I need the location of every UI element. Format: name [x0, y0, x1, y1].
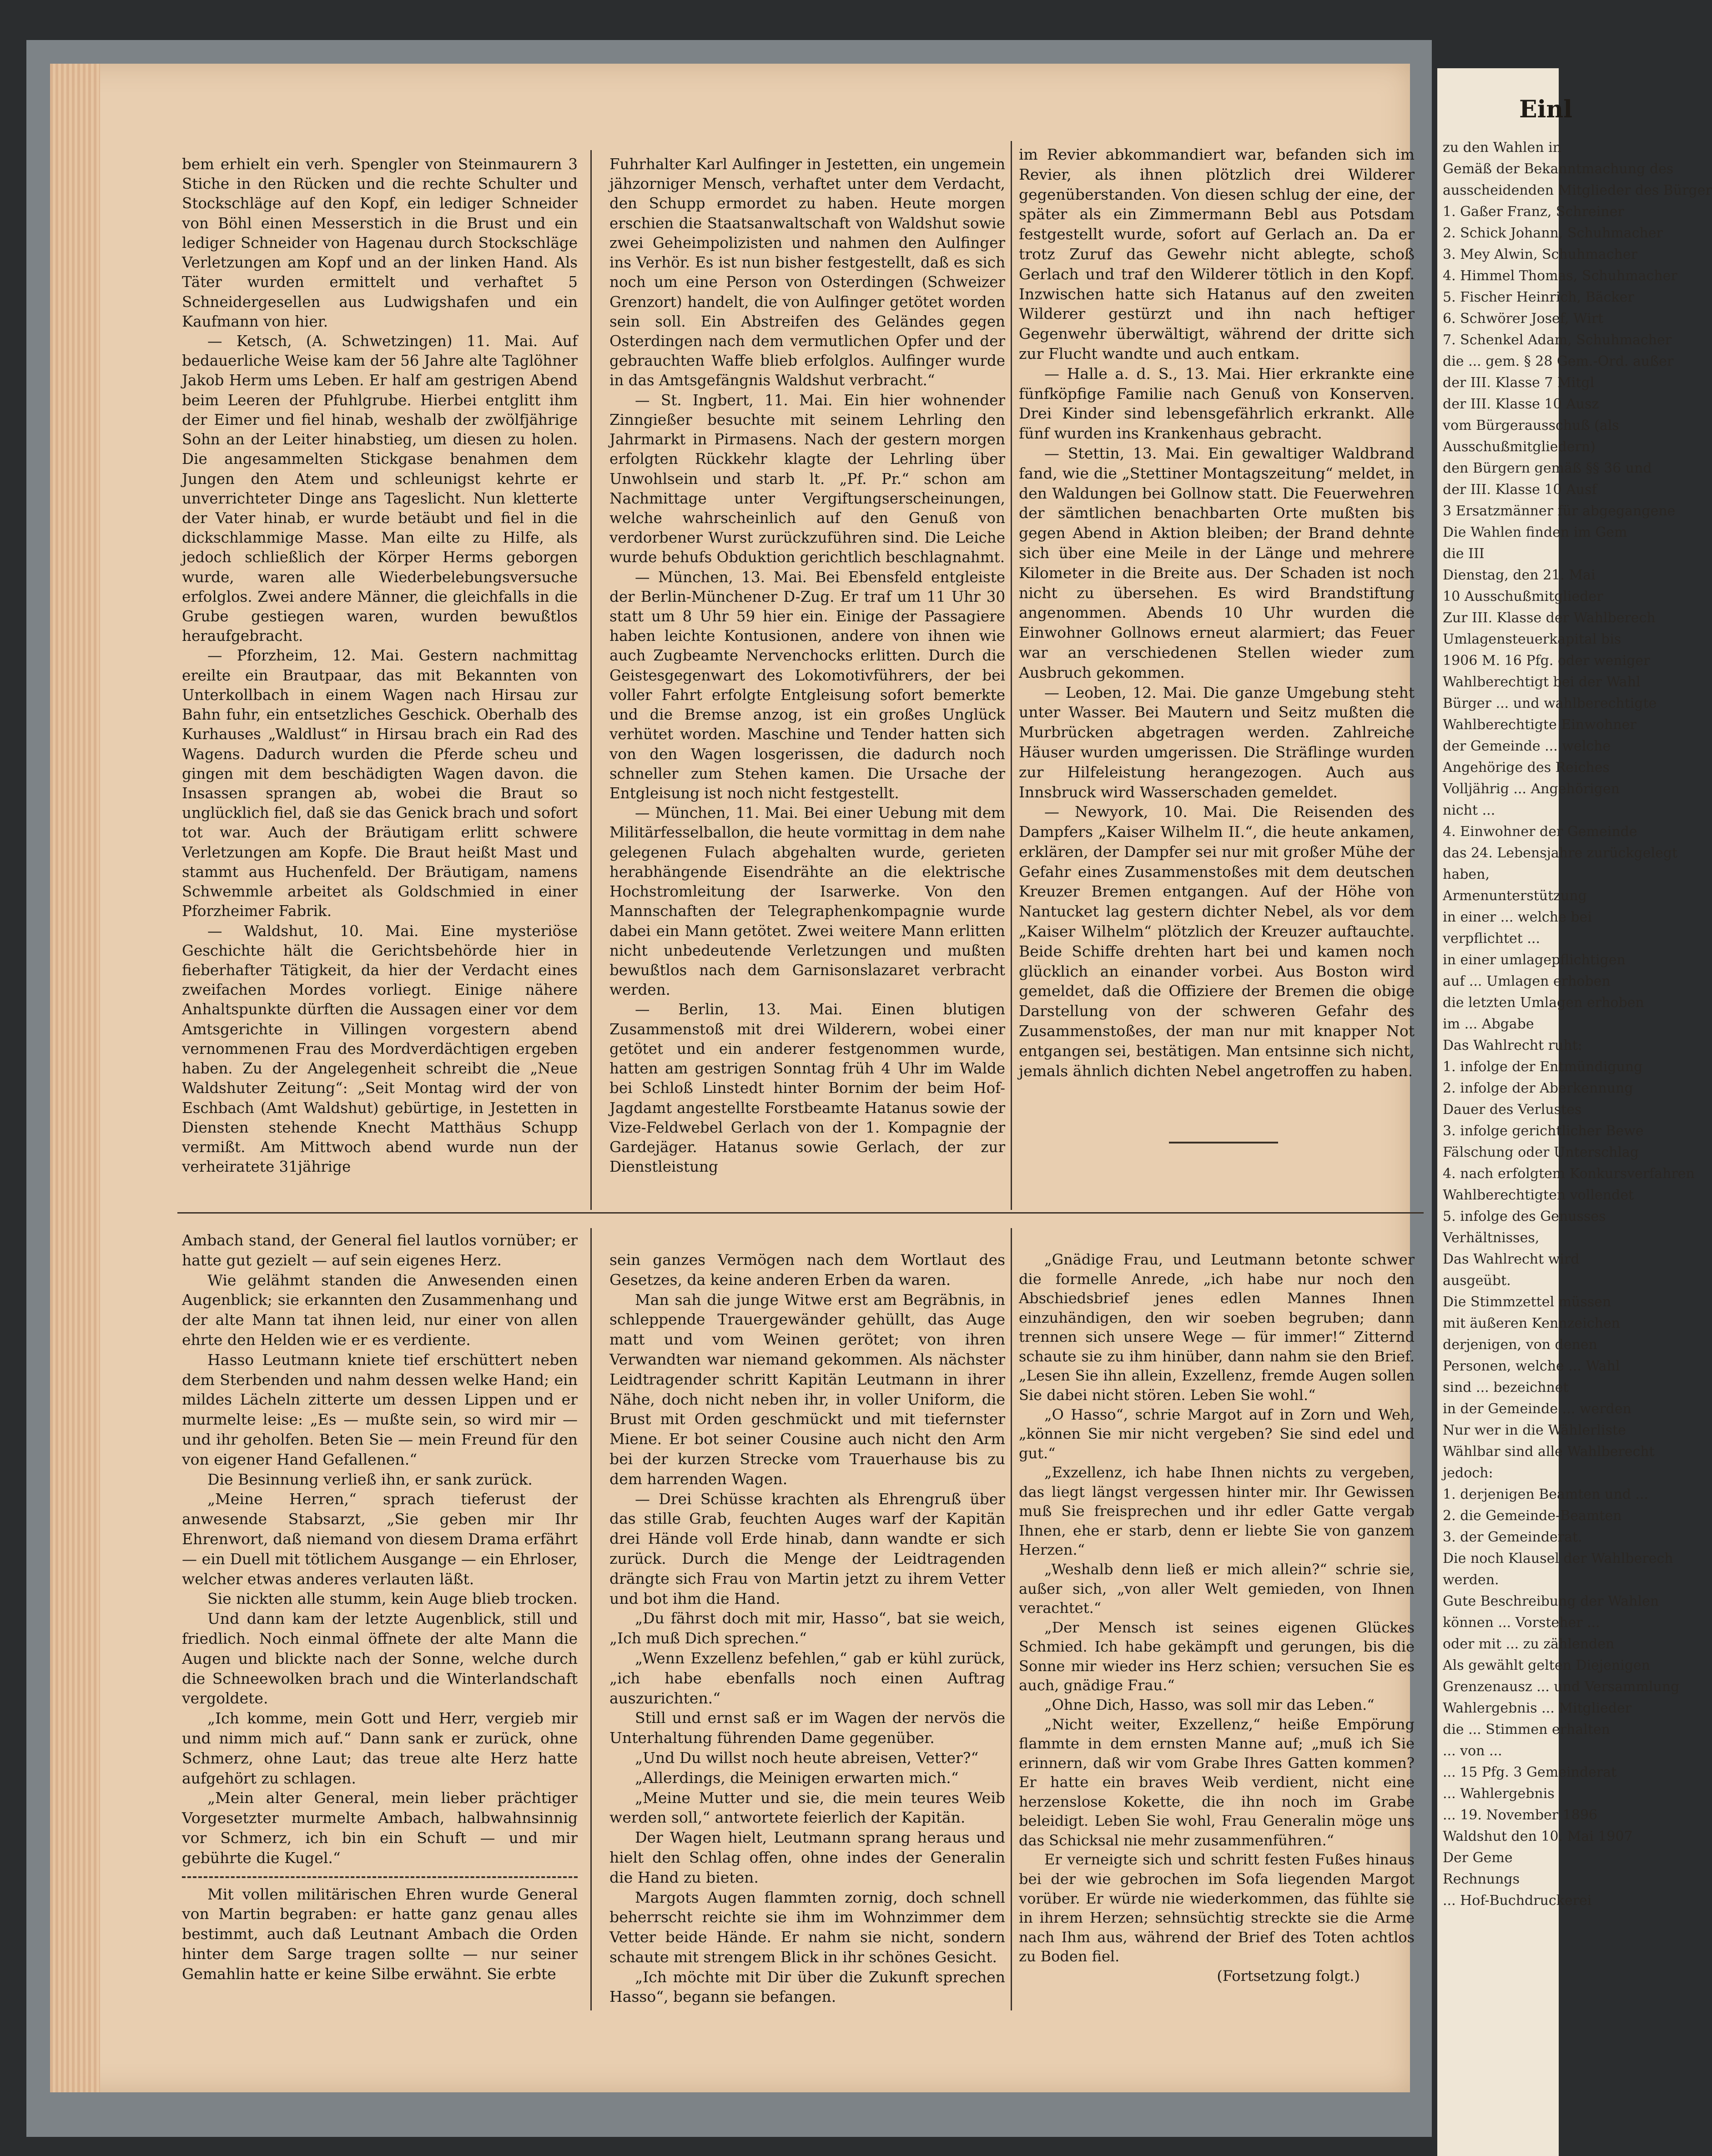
facing-page-line: 4. Himmel Thomas, Schuhmacher	[1443, 268, 1677, 284]
facing-page-line: 3. infolge gerichtlicher Bewe	[1443, 1123, 1644, 1139]
facing-page-line: nicht ...	[1443, 802, 1495, 818]
facing-page-line: Umlagensteuerkapital bis	[1443, 631, 1621, 647]
paragraph: Hasso Leutmann kniete tief erschüttert neben dem Sterbenden und nahm dessen welke Hand; ein mildes Lächeln zitterte um dessen Lippen und er murmelte leise: „Es — mußte sein, so wird mir — und ihr geholfen. Beten Sie — mein Freund für den von eigener Hand Gefallenen.“	[182, 1350, 578, 1468]
facing-page-line: Wahlberechtigten vollendet	[1443, 1187, 1634, 1203]
facing-page-line: 2. infolge der Aberkennung	[1443, 1080, 1633, 1096]
continuation-note: (Fortsetzung folgt.)	[1217, 1967, 1360, 1985]
column-divider	[1011, 1228, 1012, 2010]
facing-page-line: Waldshut den 10. Mai 1907	[1443, 1829, 1633, 1844]
paragraph: „Der Mensch ist seines eigenen Glückes Schmied. Ich habe gekämpft und gerungen, bis die Sonne mir wieder ins Herz schien; versuchen Sie es auch, gnädige Frau.“	[1019, 1618, 1415, 1694]
facing-page-line: ausgeübt.	[1443, 1273, 1511, 1289]
facing-page-line: können ... Vorsteher ...	[1443, 1615, 1600, 1631]
facing-page-line: Wählbar sind alle Wahlberecht	[1443, 1444, 1655, 1460]
news-column-2	[609, 155, 1005, 1177]
paragraph: „Ich komme, mein Gott und Herr, vergieb mir und nimm mich auf.“ Dann sank er zurück, ohne Schmerz, ohne Laut; das treue alte Herz hatte aufgehört zu schlagen.	[182, 1709, 578, 1787]
paragraph: Wie gelähmt standen die Anwesenden einen Augenblick; sie erkannten den Zusammenhang und der alte Mann tat ihnen leid, nur einer von allen ehrte den Helden wie er es verdiente.	[182, 1271, 578, 1349]
page-edge-stack	[50, 64, 100, 2092]
facing-page-line: ... Hof-Buchdruckerei	[1443, 1893, 1592, 1909]
paragraph: bem erhielt ein verh. Spengler von Steinmaurern 3 Stiche in den Rücken und die rechte Schulter und Stockschläge auf den Kopf, ein lediger Schneider von Böhl einen Messerstich in die Brust und ein lediger Schneider von Hagenau durch Stockschläge Verletzungen am Kopf und an der linken Hand. Als Täter wurden ermittelt und verhaftet 5 Schneidergesellen aus Ludwigshafen und ein Kaufmann von hier.	[182, 156, 578, 330]
facing-page-line: die III	[1443, 546, 1485, 562]
facing-page-line: Fälschung oder Unterschlag	[1443, 1144, 1639, 1160]
facing-page-line: Dauer des Verlustes	[1443, 1102, 1582, 1118]
facing-page-line: Bürger ... und wahlberechtigte	[1443, 695, 1657, 711]
paragraph: „Du fährst doch mit mir, Hasso“, bat sie weich, „Ich muß Dich sprechen.“	[609, 1609, 1005, 1647]
facing-page-line: den Bürgern gemäß §§ 36 und	[1443, 460, 1652, 476]
facing-page-line: ausscheidenden Mitglieder des Bürger	[1443, 182, 1712, 198]
facing-page-line: 6. Schwörer Josef, Wirt	[1443, 311, 1604, 327]
paragraph: „Und Du willst noch heute abreisen, Vetter?“	[635, 1748, 979, 1767]
paragraph: „Allerdings, die Meinigen erwarten mich.“	[635, 1768, 959, 1787]
facing-page-line: 3. Mey Alwin, Schuhmacher	[1443, 247, 1637, 262]
facing-page-line: in einer umlagepflichtigen	[1443, 952, 1626, 968]
facing-page-line: Gemäß der Bekanntmachung des	[1443, 161, 1674, 177]
paragraph: — Stettin, 13. Mai. Ein gewaltiger Waldbrand fand, wie die „Stettiner Montagszeitung“ meldet, in den Waldungen bei Gollnow statt. Die Feuerwehren der sämtlichen benachbarten Orte mußten bis gegen Abend in Aktion bleiben; der Brand dehnte sich über eine Meile in der Länge und mehrere Kilometer in die Breite aus. Der Schaden ist noch nicht zu übersehen. Es wird Brandstiftung angenommen. Abends 10 Uhr wurden die Einwohner Gollnows erneut alarmiert; das Feuer war an verschiedenen Stellen wieder zum Ausbruch gekommen.	[1019, 444, 1415, 681]
facing-page-line: der III. Klasse 7 Mitgl	[1443, 375, 1595, 391]
paragraph: „Ich möchte mit Dir über die Zukunft sprechen Hasso“, begann sie befangen.	[609, 1968, 1005, 2006]
column-divider	[1011, 141, 1012, 1210]
facing-page-line: 4. nach erfolgtem Konkursverfahren	[1443, 1166, 1695, 1182]
facing-page-line: 1. infolge der Entmündigung	[1443, 1059, 1643, 1075]
facing-page-line: Die Stimmzettel müssen	[1443, 1294, 1611, 1310]
news-column-1	[182, 155, 578, 1177]
facing-page-line: Das Wahlrecht wird	[1443, 1251, 1580, 1267]
paragraph: „Mein alter General, mein lieber prächtiger Vorgesetzter murmelte Ambach, halbwahnsinnig vor Schmerz, ich bin ein Schuft — und mir gebührte die Kugel.“	[182, 1789, 578, 1867]
facing-page-line: das 24. Lebensjahre zurückgelegt	[1443, 845, 1678, 861]
paragraph: Sie nickten alle stumm, kein Auge blieb trocken.	[207, 1590, 578, 1608]
section-end-rule	[1169, 1142, 1278, 1143]
paragraph: — Ketsch, (A. Schwetzingen) 11. Mai. Auf bedauerliche Weise kam der 56 Jahre alte Taglöhner Jakob Herm ums Leben. Er half am gestrigen Abend beim Leeren der Pfuhlgrube. Hierbei entglitt ihm der Eimer und fiel hinab, weshalb der zwölfjährige Sohn an der Leiter hinabstieg, um diesen zu holen. Die angesammelten Stickgase benahmen dem Jungen den Atem und schleunigst kehrte er unverrichteter Dinge ans Tageslicht. Nun kletterte der Vater hinab, er wurde betäubt und fiel in die dickschlammige Masse. Man eilte zu Hilfe, als jedoch schließlich der Körper Herms geborgen wurde, waren alle Wiederbelebungsversuche erfolglos. Zwei andere Männer, die gleichfalls in die Grube gestiegen waren, wurden bewußtlos heraufgebracht.	[182, 332, 578, 645]
scene-break-rule	[182, 1876, 578, 1878]
facing-page-line: 7. Schenkel Adam, Schuhmacher	[1443, 332, 1672, 348]
facing-page-line: ... 15 Pfg. 3 Gemeinderat	[1443, 1764, 1617, 1780]
facing-page-line: vom Bürgerausschuß (als	[1443, 418, 1619, 433]
facing-page-line: Rechnungs	[1443, 1871, 1520, 1887]
facing-page-line: Grenzenausz ... und Versammlung	[1443, 1679, 1680, 1695]
paragraph: „Weshalb denn ließ er mich allein?“ schrie sie, außer sich, „von aller Welt gemieden, von Ihnen verachtet.“	[1019, 1561, 1415, 1617]
facing-page-line: Das Wahlrecht ruht:	[1443, 1038, 1582, 1053]
facing-page-line: haben,	[1443, 866, 1490, 882]
facing-page-line: Die noch Klausel der Wahlberech	[1443, 1551, 1673, 1567]
facing-page-line: ... 19. November 1896	[1443, 1807, 1598, 1823]
facing-page-line: zu den Wahlen in	[1443, 140, 1562, 156]
paragraph: Ambach stand, der General fiel lautlos vornüber; er hatte gut gezielt — auf sein eigenes Herz.	[182, 1231, 578, 1269]
facing-page-line: Dienstag, den 21. Mai	[1443, 567, 1596, 583]
facing-page-line: mit äußeren Kennzeichen	[1443, 1315, 1620, 1331]
facing-page-line: jedoch:	[1443, 1465, 1493, 1481]
paragraph: Er verneigte sich und schritt festen Fußes hinaus bei der wie gebrochen im Sofa liegenden Margot vorüber. Er würde nie wiederkommen, das fühlte sie in ihrem Herzen; sehnsüchtig streckte sie die Arme nach Ihm aus, während der Brief des Toten achtlos zu Boden fiel.	[1019, 1851, 1415, 1965]
facing-page-line: sind ... bezeichnet	[1443, 1380, 1569, 1395]
facing-page-line: Der Geme	[1443, 1850, 1513, 1866]
facing-page-line: derjenigen, von denen	[1443, 1337, 1597, 1353]
paragraph: — München, 11. Mai. Bei einer Uebung mit dem Militärfesselballon, die heute vormittag in dem nahe gelegenen Fulach abgehalten wurde, gerieten herabhängende Eisendrähte an die elektrische Hochstromleitung der Isarwerke. Von den Mannschaften der Telegraphenkompagnie wurde dabei ein Mann getötet. Zwei weitere Mann erlitten nicht unbedeutende Verletzungen und mußten bewußtlos nach dem Garnisonslazaret verbracht werden.	[609, 804, 1005, 999]
paragraph: — Berlin, 13. Mai. Einen blutigen Zusammenstoß mit drei Wilderern, wobei einer getötet und ein anderer festgenommen wurde, hatten am gestrigen Sonntag früh 4 Uhr im Walde bei Schloß Linstedt hinter Bornim der beim Hof-Jagdamt angestellte Forstbeamte Hatanus sowie der Vize-Feldwebel Gerlach von der 1. Kompagnie der Gardejäger. Hatanus sowie Gerlach, der zur Dienstleistung	[609, 1001, 1005, 1176]
paragraph: Man sah die junge Witwe erst am Begräbnis, in schleppende Trauergewänder gehüllt, das Auge matt und vom Weinen gerötet; von ihren Verwandten war niemand gekommen. Als nächster Leidtragender schritt Kapitän Leutmann in ihrer Nähe, doch nicht neben ihr, in voller Uniform, die Brust mit Orden geschmückt und mit tiefernster Miene. Er bot seiner Cousine auch nicht den Arm bei der kurzen Strecke vom Trauerhause bis zu dem harrenden Wagen.	[609, 1290, 1005, 1488]
facing-page-line: 10 Ausschußmitglieder	[1443, 589, 1603, 604]
facing-page-line: Gute Beschreibung der Wahlen	[1443, 1593, 1659, 1609]
facing-page-line: ... Wahlergebnis	[1443, 1786, 1555, 1802]
facing-page-line: werden.	[1443, 1572, 1499, 1588]
paragraph: im Revier abkommandiert war, befanden sich im Revier, als ihnen plötzlich drei Wilderer gegenüberstanden. Von diesen schlug der eine, der später als ein Zimmermann Bebl aus Potsdam festgestellt wurde, sofort auf Gerlach an. Da er trotz Zuruf das Gewehr nicht ablegte, schoß Gerlach und traf den Wilderer tötlich in den Kopf. Inzwischen hatte sich Hatanus auf den zweiten Wilderer gestürzt und ihn nach heftiger Gegenwehr überwältigt, während der dritte sich zur Flucht wandte und auch entkam.	[1019, 146, 1415, 363]
paragraph: „Wenn Exzellenz befehlen,“ gab er kühl zurück, „ich habe ebenfalls noch einen Auftrag auszurichten.“	[609, 1649, 1005, 1707]
paragraph: — Waldshut, 10. Mai. Eine mysteriöse Geschichte hält die Gerichtsbehörde hier in fieberhafter Tätigkeit, da hier der Verdacht eines zweifachen Mordes vorliegt. Einige nähere Anhaltspunkte dürften die Aussagen einer vor dem Amtsgerichte in Villingen vorgestern abend vernommenen Frau des Mordverdächtigen ergeben haben. Zu der Angelegenheit schreibt die „Neue Waldshuter Zeitung“: „Seit Montag wird der von Eschbach (Amt Waldshut) gebürtige, in Jestetten in Diensten stehende Knecht Matthäus Schupp vermißt. Am Mittwoch abend wurde nun der verheiratete 31jährige	[182, 922, 578, 1176]
paragraph: Der Wagen hielt, Leutmann sprang heraus und hielt den Schlag offen, ohne indes der Generalin die Hand zu bieten.	[609, 1829, 1005, 1886]
facing-page-line: der III. Klasse 10 Ausf	[1443, 482, 1597, 498]
facing-page-line: der III. Klasse 10 Ausz	[1443, 396, 1599, 412]
facing-page-lines	[1437, 137, 1712, 1911]
column-divider	[590, 1228, 592, 2010]
facing-page-line: 1. Gaßer Franz, Schreiner	[1443, 204, 1624, 220]
facing-page-line: 3 Ersatzmänner für abgegangene	[1443, 503, 1676, 519]
facing-page-line: im ... Abgabe	[1443, 1016, 1534, 1032]
paragraph: Margots Augen flammten zornig, doch schnell beherrscht reichte sie ihm im Wohnzimmer dem Vetter beide Hände. Er nahm sie nicht, sondern schaute mit strengem Blick in ihr schönes Gesicht.	[609, 1888, 1005, 1966]
facing-page-line: Wahlberechtigt bei der Wahl	[1443, 674, 1641, 690]
paragraph: Die Besinnung verließ ihn, er sank zurück.	[207, 1470, 533, 1488]
paragraph: Und dann kam der letzte Augenblick, still und friedlich. Noch einmal öffnete der alte Mann die Augen und blickte nach der Sonne, welche durch die Schneewolken brach und die Winterlandschaft vergoldete.	[182, 1610, 578, 1708]
paragraph: „O Hasso“, schrie Margot auf in Zorn und Weh, „können Sie mir nicht vergeben? Sie sind edel und gut.“	[1019, 1405, 1415, 1462]
facing-page-line: Die Wahlen finden im Gem	[1443, 524, 1627, 540]
paragraph: „Gnädige Frau, und Leutmann betonte schwer die formelle Anrede, „ich habe nur noch den Abschiedsbrief jenes edlen Mannes Ihnen einzuhändigen, den wir soeben begruben; dann trennen sich unsere Wege — für immer!“ Zitternd schaute sie zu ihm hinüber, dann nahm sie den Brief. „Lesen Sie ihn allein, Exzellenz, fremde Augen sollen Sie dabei nicht stören. Leben Sie wohl.“	[1019, 1251, 1415, 1404]
paragraph: „Exzellenz, ich habe Ihnen nichts zu vergeben, das liegt längst vergessen hinter mir. Ihr Gewissen muß Sie freisprechen und ihr edler Gatte vergab Ihnen, ehe er starb, denn er liebte Sie von ganzem Herzen.“	[1019, 1464, 1415, 1559]
feuilleton-separator	[177, 1212, 1424, 1214]
facing-page-line: Armenunterstützung	[1443, 888, 1587, 904]
facing-page-line: 1. derjenigen Beamten und ...	[1443, 1486, 1649, 1502]
paragraph: Mit vollen militärischen Ehren wurde General von Martin begraben: er hatte ganz genau alles bestimmt, auch daß Leutnant Ambach die Orden hinter dem Sarge tragen sollte — nur seiner Gemahlin hatte er keine Silbe erwähnt. Sie erbte	[182, 1885, 578, 1983]
paragraph: — Pforzheim, 12. Mai. Gestern nachmittag ereilte ein Brautpaar, das mit Bekannten von Unterkollbach in einem Wagen nach Hirsau zur Bahn fuhr, ein entsetzliches Geschick. Oberhalb des Kurhauses „Waldlust“ in Hirsau brach ein Rad des Wagens. Dadurch wurden die Pferde scheu und gingen mit dem beschädigten Wagen davon. die Insassen sprangen ab, wobei die Braut so unglücklich fiel, daß sie das Genick brach und sofort tot war. Auch der Bräutigam erlitt schwere Verletzungen am Kopfe. Die Braut heißt Mast und stammt aus Huchenfeld. Der Bräutigam, namens Schwemmle arbeitet als Goldschmied in einer Pforzheimer Fabrik.	[182, 647, 578, 920]
facing-page-line: Nur wer in die Wählerliste	[1443, 1422, 1626, 1438]
paragraph: — Halle a. d. S., 13. Mai. Hier erkrankte eine fünfköpfige Familie nach Genuß von Konserven. Drei Kinder sind lebensgefährlich erkrankt. Alle fünf wurden ins Krankenhaus gebracht.	[1019, 364, 1415, 443]
facing-page-line: Als gewählt gelten Diejenigen	[1443, 1657, 1651, 1673]
facing-page-line: Angehörige des Reiches	[1443, 760, 1610, 776]
facing-page-line: auf ... Umlagen erhoben	[1443, 973, 1611, 989]
paragraph: Still und ernst saß er im Wagen der nervös die Unterhaltung führenden Dame gegenüber.	[609, 1709, 1005, 1747]
facing-page-line: Ausschußmitgliedern)	[1443, 439, 1596, 455]
facing-page-line: 1906 M. 16 Pfg. oder weniger	[1443, 653, 1650, 669]
paragraph: Fuhrhalter Karl Aulfinger in Jestetten, ein ungemein jähzorniger Mensch, verhaftet unter dem Verdacht, den Schupp ermordet zu haben. Heute morgen erschien die Staatsanwaltschaft von Waldshut sowie zwei Geheimpolizisten und nahmen den Aulfinger ins Verhör. Es ist nun bisher festgestellt, daß es sich noch um eine Person von Osterdingen (Schweizer Grenzort) handelt, die von Aulfinger getötet worden sein soll. Ein Abstreifen des Geländes gegen Osterdingen nach dem vermutlichen Opfer und der gebrauchten Waffe blieb erfolglos. Aulfinger wurde in das Amtsgefängnis Waldshut verbracht.“	[609, 156, 1005, 389]
facing-page-line: die ... gem. § 28 Gem.-Ord. außer	[1443, 353, 1674, 369]
facing-page-line: 5. infolge des Genusses	[1443, 1209, 1606, 1224]
paragraph: „Ohne Dich, Hasso, was soll mir das Leben.“	[1044, 1696, 1375, 1713]
facing-page-line: Wahlergebnis ... Mitglieder	[1443, 1700, 1632, 1716]
news-column-3	[1019, 145, 1415, 1081]
facing-page-line: 2. Schick Johann, Schuhmacher	[1443, 225, 1663, 241]
facing-page-line: ... von ...	[1443, 1743, 1502, 1759]
facing-page-line: Personen, welche ... Wahl	[1443, 1358, 1620, 1374]
column-divider	[590, 150, 592, 1210]
facing-page-heading: Einl	[1519, 96, 1572, 123]
facing-page-line: 5. Fischer Heinrich, Bäcker	[1443, 289, 1634, 305]
facing-page-line: in einer ... welche bei	[1443, 909, 1592, 925]
facing-page-line: verpflichtet ...	[1443, 931, 1540, 947]
facing-page-line: in der Gemeinde ... werden	[1443, 1401, 1631, 1417]
paragraph: „Meine Mutter und sie, die mein teures Weib werden soll,“ antwortete feierlich der Kapitän.	[609, 1788, 1005, 1827]
facing-page-line: oder mit ... zu zählenden	[1443, 1636, 1615, 1652]
facing-page-line: Wahlberechtigte Einwohner	[1443, 717, 1636, 733]
paragraph: — Drei Schüsse krachten als Ehrengruß über das stille Grab, feuchten Auges warf der Kapitän drei Hände voll Erde hinab, dann wandte er sich zurück. Durch die Menge der Leidtragenden drängte sich Frau von Martin jetzt zu ihrem Vetter und bot ihm die Hand.	[609, 1490, 1005, 1607]
facing-page-line: 2. die Gemeinde-Beamten	[1443, 1508, 1622, 1524]
feuilleton-column-2	[609, 1250, 1005, 2007]
paragraph: — München, 13. Mai. Bei Ebensfeld entgleiste der Berlin-Münchener D-Zug. Er traf um 11 Uhr 30 statt um 8 Uhr 59 hier ein. Einige der Passagiere haben leichte Kontusionen, andere von ihnen wie auch Zugbeamte Nervenchocks erlitten. Durch die Geistesgegenwart des Lokomotivführers, der bei voller Fahrt erfolgte Entgleisung sofort bemerkte und die Bremse anzog, ist ein großes Unglück verhütet worden. Maschine und Tender hatten sich von den Wagen losgerissen, die dadurch noch schneller zum Stehen kamen. Die Ursache der Entgleisung ist noch nicht festgestellt.	[609, 568, 1005, 802]
facing-page-line: der Gemeinde ... welche	[1443, 738, 1611, 754]
paragraph: — Newyork, 10. Mai. Die Reisenden des Dampfers „Kaiser Wilhelm II.“, die heute ankamen, erklären, der Dampfer sei nur mit großer Mühe der Gefahr eines Zusammenstoßes mit dem deutschen Kreuzer Bremen entgangen. Auf der Höhe von Nantucket lag gestern dichter Nebel, als vor dem „Kaiser Wilhelm“ plötzlich der Kreuzer auftauchte. Beide Schiffe drehten hart bei und kamen noch glücklich an einander vorbei. Aus Boston wird gemeldet, daß die Offiziere der Bremen die obige Darstellung von der schweren Gefahr des Zusammenstoßes, der man nur mit knapper Not entgangen sei, bestätigen. Man entsinne sich nicht, jemals ähnlich dichten Nebel angetroffen zu haben.	[1019, 803, 1415, 1080]
paragraph: „Meine Herren,“ sprach tieferust der anwesende Stabsarzt, „Sie geben mir Ihr Ehrenwort, daß niemand von diesem Drama erfährt — ein Duell mit tötlichem Ausgange — ein Ehrloser, welcher etwas anderes verlauten läßt.	[182, 1490, 578, 1588]
paragraph: sein ganzes Vermögen nach dem Wortlaut des Gesetzes, da keine anderen Erben da waren.	[609, 1251, 1005, 1289]
paragraph: — Leoben, 12. Mai. Die ganze Umgebung steht unter Wasser. Bei Mautern und Seitz mußten die Murbrücken abgetragen werden. Zahlreiche Häuser wurden umgerissen. Die Sträflinge wurden zur Hilfeleistung herangezogen. Auch aus Innsbruck wird Wasserschaden gemeldet.	[1019, 683, 1415, 801]
facing-page-line: Zur III. Klasse der Wahlberech	[1443, 610, 1656, 626]
paragraph: „Nicht weiter, Exzellenz,“ heiße Empörung flammte in dem ernsten Manne auf; „muß ich Sie erinnern, daß wir vom Grabe Ihres Gatten kommen? Er hatte ein braves Weib verdient, nicht eine herzenslose Kokette, die ihn noch im Grabe beleidigt. Leben Sie wohl, Frau Generalin möge uns das Schicksal nie mehr zusammenführen.“	[1019, 1715, 1415, 1849]
facing-page-line: die letzten Umlagen erhoben	[1443, 995, 1644, 1011]
feuilleton-column-3	[1019, 1250, 1415, 1985]
facing-page-strip	[1437, 68, 1712, 2156]
facing-page-line: die ... Stimmen erhalten	[1443, 1722, 1610, 1738]
facing-page-line: Verhältnisses,	[1443, 1230, 1540, 1246]
paragraph: — St. Ingbert, 11. Mai. Ein hier wohnender Zinngießer besuchte mit seinem Lehrling den Jahrmarkt in Pirmasens. Nach der gestern morgen erfolgten Rückkehr klagte der Lehrling über Unwohlsein und starb lt. „Pf. Pr.“ schon am Nachmittage unter Vergiftungserscheinungen, welche wahrscheinlich auf den Genuß von verdorbener Wurst zurückzuführen sind. Die Leiche wurde behufs Obduktion gerichtlich beschlagnahmt.	[609, 391, 1005, 566]
feuilleton-column-1	[182, 1230, 578, 1984]
facing-page-line: Volljährig ... Angehörigen	[1443, 781, 1620, 797]
facing-page-line: 4. Einwohner der Gemeinde	[1443, 824, 1637, 840]
facing-page-line: 3. der Gemeinderat.	[1443, 1529, 1582, 1545]
